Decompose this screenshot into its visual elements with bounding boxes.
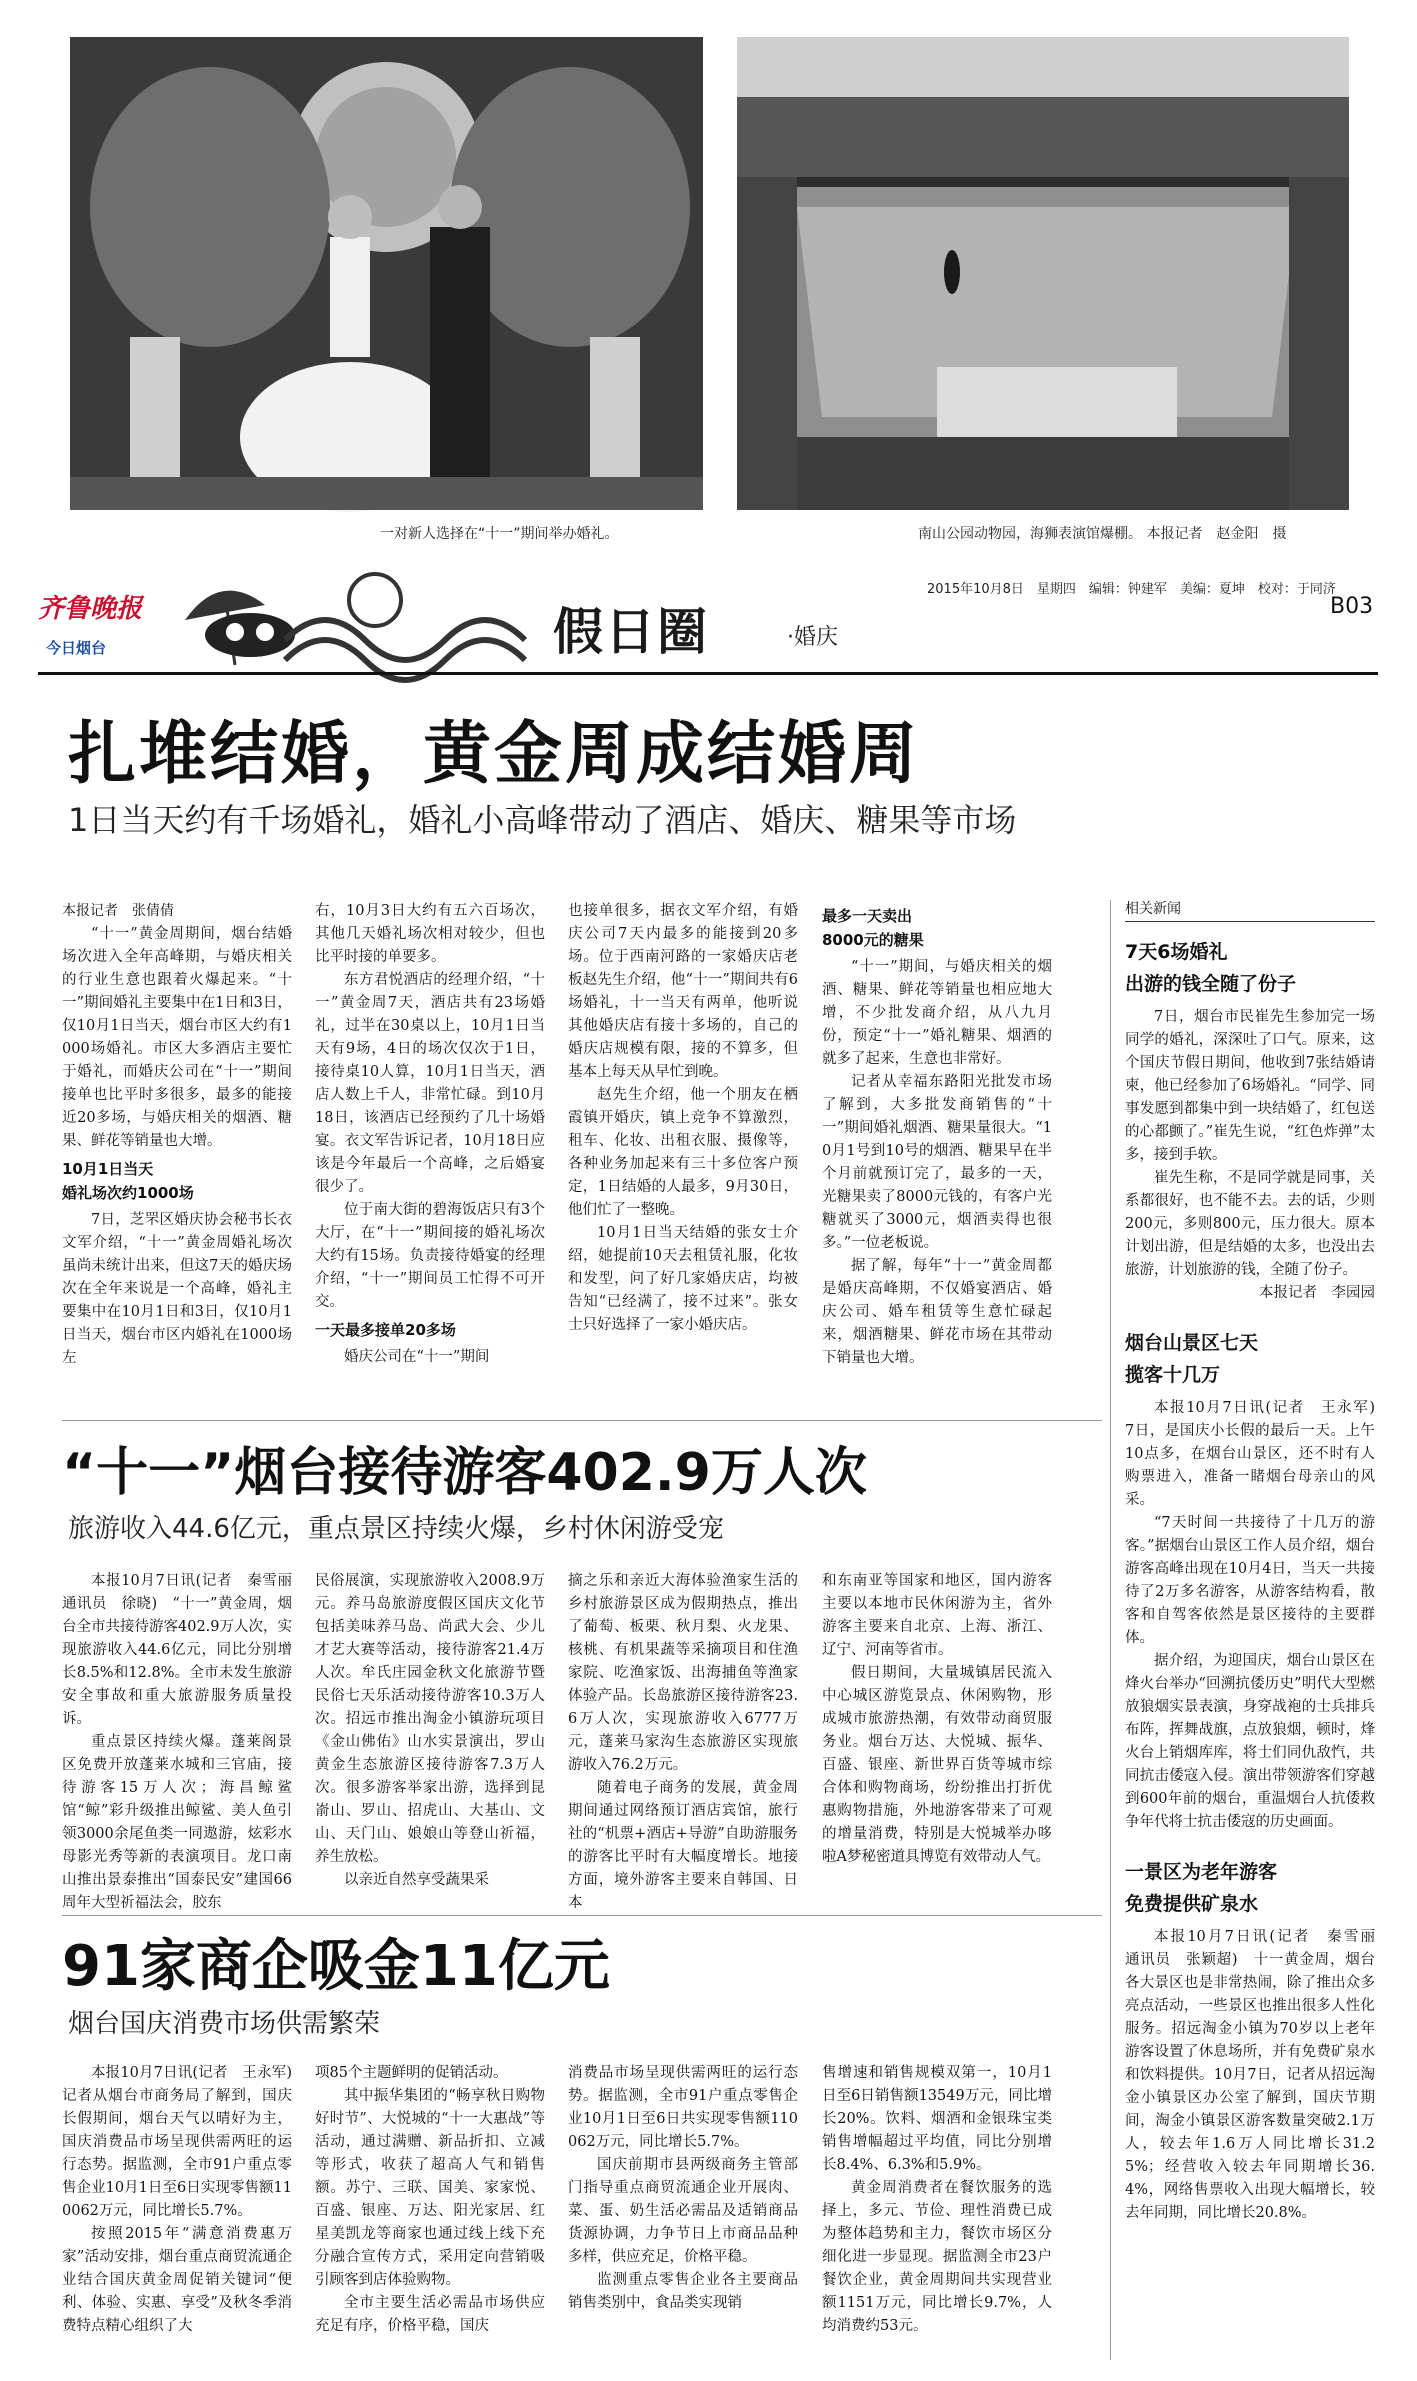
wedding-photo xyxy=(70,37,703,510)
story3-column-2 xyxy=(315,2062,545,2362)
story1-col2-p1: 右，10月3日大约有五六百场次，其他几天婚礼场次相对较少，但也比平时接的单要多。 xyxy=(315,903,545,965)
story1-column-3 xyxy=(568,900,798,1420)
wedding-photo-caption: 一对新人选择在“十一”期间举办婚礼。 xyxy=(380,526,619,542)
story2-column-3 xyxy=(568,1570,798,1910)
sidebar-item1-p2: 崔先生称，不是同学就是同事，关系都很好，也不能不去。去的话，少则200元，多则800元，压力很大。原本计划出游，但是结婚的太多，也没出去旅游，计划旅游的钱，全随了份子。 xyxy=(1125,1170,1375,1278)
sidebar-item1-title: 7天6场婚礼 出游的钱全随了份子 xyxy=(1125,941,1297,995)
page-number: B03 xyxy=(1330,594,1374,619)
story2-col2-p2: 以亲近自然享受蔬果采 xyxy=(344,1872,489,1888)
story3-headline: 91家商企吸金11亿元 xyxy=(62,1934,610,1999)
edition-tag: 今日烟台 xyxy=(46,639,107,657)
sea-lion-photo-caption: 南山公园动物园，海狮表演馆爆棚。 本报记者 赵金阳 摄 xyxy=(918,526,1287,542)
story3-column-4 xyxy=(822,2062,1052,2362)
story2-column-1 xyxy=(62,1570,307,1911)
story1-col1-p1: “十一”黄金周期间，烟台结婚场次进入全年高峰期，与婚庆相关的行业生意也跟着火爆起来。“十一”期间婚礼主要集中在1日和3日，仅10月1日当天，烟台市区大约有1000场婚礼。市区大多酒店主要忙于婚礼，而婚庆公司在“十一”期间接单也比平时多很多，最多的能接近20多场，与婚庆相关的烟酒、糖果、鲜花等销量也大增。 xyxy=(62,926,292,1149)
story2-col1-p2: 重点景区持续火爆。蓬莱阁景区免费开放蓬莱水城和三官庙，接待游客15万人次；海昌鲸鲨馆“鲸”彩升级推出鲸鲨、美人鱼引领3000余尾鱼类一同遨游，炫彩水母影光秀等新的表演项目。龙口南山推出景泰推出“国泰民安”建国66周年大型祈福法会，胶东 xyxy=(62,1734,292,1911)
story3-column-3 xyxy=(568,2062,798,2362)
story1-headline: 扎堆结婚，黄金周成结婚周 xyxy=(68,715,921,794)
story2-subheadline: 旅游收入44.6亿元，重点景区持续火爆，乡村休闲游受宠 xyxy=(68,1514,724,1544)
story1-subheadline: 1日当天约有千场婚礼，婚礼小高峰带动了酒店、婚庆、糖果等市场 xyxy=(68,801,1017,839)
story1-col4-p1: “十一”期间，与婚庆相关的烟酒、糖果、鲜花等销量也相应地大增，不少批发商介绍，从八九月份，预定“十一”婚礼糖果、烟酒的就多了起来，生意也非常好。 xyxy=(822,959,1052,1067)
section-banner-art xyxy=(175,560,555,670)
section-name: 假日圈 xyxy=(553,603,709,661)
sidebar-item2-title: 烟台山景区七天 揽客十几万 xyxy=(1125,1332,1259,1386)
story2-col3-p1: 摘之乐和亲近大海体验渔家生活的乡村旅游景区成为假期热点，推出了葡萄、板栗、秋月梨、火龙果、核桃、有机果蔬等采摘项目和住渔家院、吃渔家饭、出海捕鱼等渔家体验产品。长岛旅游区接待游客23.6万人次，实现旅游收入6777万元，蓬莱马家沟生态旅游区实现旅游收入76.2万元。 xyxy=(568,1573,798,1773)
story3-col2-p1: 项85个主题鲜明的促销活动。 xyxy=(315,2065,508,2081)
sidebar-item2-p2: “7天时间一共接待了十几万的游客。”据烟台山景区工作人员介绍，烟台游客高峰出现在10月4日，当天一共接待了2万多名游客，从游客结构看，散客和自驾客依然是景区接待的主要群体。 xyxy=(1125,1515,1375,1646)
story3-divider xyxy=(62,1915,1102,1916)
story1-col1-subhead: 10月1日当天 婚礼场次约1000场 xyxy=(62,1160,194,1202)
story3-col2-p2: 其中振华集团的“畅享秋日购物好时节”、大悦城的“十一大惠战”等活动，通过满赠、新品折扣、立减等形式，收获了超高人气和销售额。苏宁、三联、国美、家家悦、百盛、银座、万达、阳光家居、红星美凯龙等商家也通过线上线下充分融合宣传方式，采用定向营销吸引顾客到店体验购物。 xyxy=(315,2088,545,2288)
sidebar-item1-signature: 本报记者 李园园 xyxy=(1259,1285,1375,1301)
story2-col1-p1: 本报10月7日讯(记者 秦雪丽 通讯员 徐晓) “十一”黄金周，烟台全市共接待游客402.9万人次，实现旅游收入44.6亿元，同比分别增长8.5%和12.8%。全市未发生旅游安全事故和重大旅游服务质量投诉。 xyxy=(62,1573,307,1727)
story2-column-4 xyxy=(822,1570,1052,1910)
story1-col3-p2: 赵先生介绍，他一个朋友在栖霞镇开婚庆，镇上竞争不算激烈，租车、化妆、出租衣服、摄像等，各种业务加起来有三十多位客户预定，1日结婚的人最多，9月30日，他们忙了一整晚。 xyxy=(568,1087,798,1218)
story1-col2-p4: 婚庆公司在“十一”期间 xyxy=(344,1349,490,1365)
story2-headline: “十一”烟台接待游客402.9万人次 xyxy=(62,1443,867,1503)
sea-lion-photo xyxy=(737,37,1349,510)
story1-column-1 xyxy=(62,900,292,1420)
story1-column-4 xyxy=(822,900,1052,1420)
story3-col4-p2: 黄金周消费者在餐饮服务的选择上，多元、节俭、理性消费已成为整体趋势和主力，餐饮市场区分细化进一步显现。据监测全市23户餐饮企业，黄金周期间共实现营业额1151万元，同比增长9.7%，人均消费约53元。 xyxy=(822,2180,1052,2334)
sidebar-item2-p1: 本报10月7日讯(记者 王永军) 7日，是国庆小长假的最后一天。上午10点多，在烟台山景区，还不时有人购票进入，准备一睹烟台母亲山的风采。 xyxy=(1125,1400,1390,1508)
sidebar-item2-p3: 据介绍，为迎国庆，烟台山景区在烽火台举办“回溯抗倭历史”明代大型燃放狼烟实景表演，身穿战袍的士兵排兵布阵，挥舞战旗，点放狼烟，顿时，烽火台上销烟库库，将士们同仇敌忾，共同抗击倭寇入侵。演出带领游客们穿越到600年前的烟台，重温烟台人抗倭救争年代将士抗击倭寇的历史画面。 xyxy=(1125,1653,1375,1830)
story2-col4-p2: 假日期间，大量城镇居民流入中心城区游览景点、休闲购物，形成城市旅游热潮，有效带动商贸服务业。烟台万达、大悦城、振华、百盛、银座、新世界百货等城市综合体和购物商场，纷纷推出打折优惠购物措施，外地游客带来了可观的增量消费，特别是大悦城举办哆啦A梦秘密道具博览有效带动人气。 xyxy=(822,1665,1052,1865)
sidebar-label: 相关新闻 xyxy=(1125,898,1375,922)
story1-col1-p2: 7日，芝罘区婚庆协会秘书长衣文军介绍，“十一”黄金周婚礼场次虽尚未统计出来，但这7天的婚庆场次在全年来说是一个高峰，婚礼主要集中在10月1日和3日，仅10月1日当天，烟台市区内婚礼在1000场左 xyxy=(62,1212,292,1366)
masthead-rule xyxy=(38,672,1378,675)
story1-col2-p3: 位于南大街的碧海饭店只有3个大厅，在“十一”期间接的婚礼场次大约有15场。负责接待婚宴的经理介绍，“十一”期间员工忙得不可开交。 xyxy=(315,1202,545,1310)
story2-col4-p1: 和东南亚等国家和地区，国内游客主要以本地市民休闲游为主，省外游客主要来自北京、上海、浙江、辽宁、河南等省市。 xyxy=(822,1573,1052,1658)
sidebar-divider xyxy=(1110,900,1111,2360)
sea-lion-photo-image xyxy=(737,37,1349,510)
story2-col3-p2: 随着电子商务的发展，黄金周期间通过网络预订酒店宾馆，旅行社的“机票+酒店+导游”自助游服务的游客比平时有大幅度增长。地接方面，境外游客主要来自韩国、日本 xyxy=(568,1780,798,1911)
story1-byline: 本报记者 张倩倩 xyxy=(62,903,174,919)
story3-column-1 xyxy=(62,2062,307,2362)
story1-col3-p3: 10月1日当天结婚的张女士介绍，她提前10天去租赁礼服，化妆和发型，问了好几家婚庆店，均被告知“已经满了，接不过来”。张女士只好选择了一家小婚庆店。 xyxy=(568,1225,798,1333)
story1-col2-subhead: 一天最多接单20多场 xyxy=(315,1321,456,1339)
story1-col4-subhead: 最多一天卖出 8000元的糖果 xyxy=(822,907,924,949)
story1-col4-p2: 记者从幸福东路阳光批发市场了解到，大多批发商销售的“十一”期间婚礼烟酒、糖果量很大。“10月1号到10号的烟酒、糖果早在半个月前就预订完了，最多的一天，光糖果卖了8000元钱的，有客户光糖就买了3000元，烟酒卖得也很多。”一位老板说。 xyxy=(822,1074,1052,1251)
story3-col3-p3: 监测重点零售企业各主要商品销售类别中，食品类实现销 xyxy=(568,2272,798,2311)
story3-subheadline: 烟台国庆消费市场供需繁荣 xyxy=(68,2009,381,2039)
section-subname: ·婚庆 xyxy=(787,625,838,650)
story1-column-2 xyxy=(315,900,545,1420)
story3-col1-p1: 本报10月7日讯(记者 王永军) 记者从烟台市商务局了解到，国庆长假期间，烟台天气以晴好为主，国庆消费品市场呈现供需两旺的运行态势。据监测，全市91户重点零售企业10月1日至6日实现零售额110062万元，同比增长5.7%。 xyxy=(62,2065,307,2219)
beach-umbrella-icon xyxy=(175,560,555,670)
story3-col3-p1: 消费品市场呈现供需两旺的运行态势。据监测，全市91户重点零售企业10月1日至6日共实现零售额110062万元，同比增长5.7%。 xyxy=(568,2065,798,2150)
story3-col1-p2: 按照2015年“满意消费惠万家”活动安排，烟台重点商贸流通企业结合国庆黄金周促销关键词“便利、体验、实惠、享受”及秋冬季消费特点精心组织了大 xyxy=(62,2226,292,2334)
story1-col3-p1: 也接单很多，据衣文军介绍，有婚庆公司7天内最多的能接到20多场。位于西南河路的一家婚庆店老板赵先生介绍，他“十一”期间共有6场婚礼，十一当天有两单，他听说其他婚庆店有接十多场的，自己的婚庆店规模有限，接的不算多，但基本上每天从早忙到晚。 xyxy=(568,903,798,1080)
sidebar xyxy=(1125,898,1390,2368)
story1-col2-p2: 东方君悦酒店的经理介绍，“十一”黄金周7天，酒店共有23场婚礼，过半在30桌以上，10月1日当天有9场，4日的场次仅次于1日，接待桌10人算，10月1日当天，酒店人数上千人，非常忙碌。到10月18日，该酒店已经预约了几十场婚宴。衣文军告诉记者，10月18日应该是今年最后一个高峰，之后婚宴很少了。 xyxy=(315,972,545,1195)
sidebar-item1-p1: 7日，烟台市民崔先生参加完一场同学的婚礼，深深吐了口气。原来，这个国庆节假日期间，他收到7张结婚请柬，他已经参加了6场婚礼。“同学、同事发愿到都集中到一块结婚了，红包送的心都颤了。”崔先生说，“红色炸弹”太多，接到手软。 xyxy=(1125,1009,1375,1163)
sidebar-item3-p1: 本报10月7日讯(记者 秦雪丽 通讯员 张颖超) 十一黄金周，烟台各大景区也是非常热闹，除了推出众多亮点活动，一些景区也推出很多人性化服务。招远淘金小镇为70岁以上老年游客设置了休息场所，并有免费矿泉水和饮料提供。10月7日，记者从招远淘金小镇景区办公室了解到，国庆节期间，淘金小镇景区游客数量突破2.1万人，较去年1.6万人同比增长31.25%；经营收入较去年同期增长36.4%，网络售票收入出现大幅增长，较去年同期，同比增长20.8%。 xyxy=(1125,1929,1390,2221)
sidebar-item3-title: 一景区为老年游客 免费提供矿泉水 xyxy=(1125,1861,1278,1915)
story3-col2-p3: 全市主要生活必需品市场供应充足有序，价格平稳，国庆 xyxy=(315,2295,545,2334)
paper-logo: 齐鲁晚报 xyxy=(38,594,143,624)
story1-col4-p3: 据了解，每年“十一”黄金周都是婚庆高峰期，不仅婚宴酒店、婚庆公司、婚车租赁等生意忙碌起来，烟酒糖果、鲜花市场在其带动下销量也大增。 xyxy=(822,1258,1052,1366)
story2-column-2 xyxy=(315,1570,545,1910)
story3-col4-p1: 售增速和销售规模双第一，10月1日至6日销售额13549万元，同比增长20%。饮料、烟酒和金银珠宝类销售增幅超过平均值，同比分别增长8.4%、6.3%和5.9%。 xyxy=(822,2065,1052,2173)
wedding-photo-image xyxy=(70,37,703,510)
date-line: 2015年10月8日 星期四 编辑：钟建军 美编：夏坤 校对：于同济 xyxy=(927,582,1336,597)
story3-col3-p2: 国庆前期市县两级商务主管部门指导重点商贸流通企业开展肉、菜、蛋、奶生活必需品及适销商品货源协调，力争节日上市商品品种多样，供应充足，价格平稳。 xyxy=(568,2157,798,2265)
story2-col2-p1: 民俗展演，实现旅游收入2008.9万元。养马岛旅游度假区国庆文化节包括美味养马岛、尚武大会、少儿才艺大赛等活动，接待游客21.4万人次。牟氏庄园金秋文化旅游节暨民俗七天乐活动接待游客10.3万人次。招远市推出淘金小镇游玩项目《金山佛佑》山水实景演出，罗山黄金生态旅游区接待游客7.3万人次。很多游客举家出游，选择到昆嵛山、罗山、招虎山、大基山、文山、天门山、娘娘山等登山祈福，养生放松。 xyxy=(315,1573,545,1865)
story2-divider xyxy=(62,1420,1102,1421)
